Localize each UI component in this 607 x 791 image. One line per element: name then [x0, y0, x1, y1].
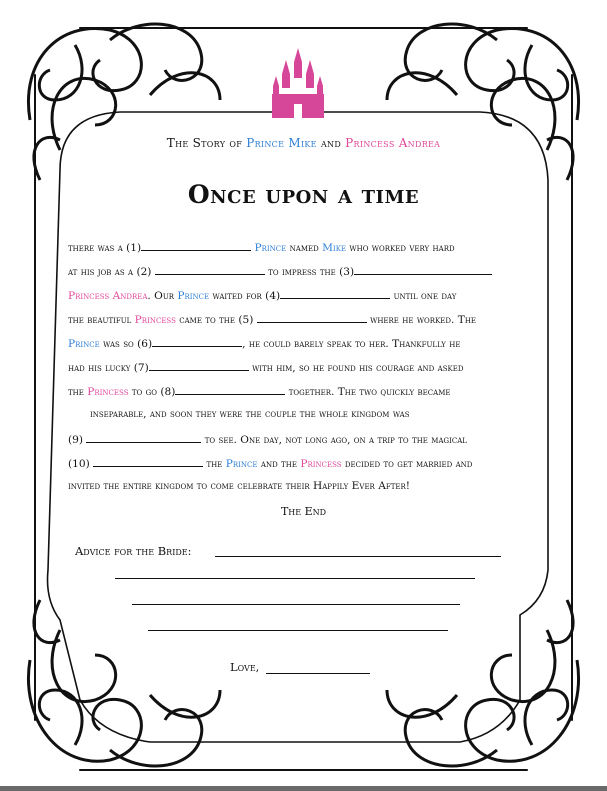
story-text: waited for (4) [209, 290, 281, 302]
blank-1[interactable] [141, 240, 251, 251]
blank-10[interactable] [93, 456, 203, 467]
story-subtitle [0, 136, 607, 150]
advice-label: Advice for the Bride: [75, 544, 192, 558]
story-line-5 [68, 336, 460, 350]
story-text: until one day [393, 290, 457, 302]
story-text: and the [257, 458, 301, 470]
blank-2[interactable] [155, 264, 265, 275]
blank-7[interactable] [149, 360, 249, 371]
subtitle-middle: and [316, 136, 346, 150]
advice-line-1[interactable] [215, 556, 501, 557]
blank-8[interactable] [175, 384, 285, 395]
story-text: . Our [147, 290, 178, 302]
story-line-1 [68, 240, 455, 254]
story-text: decided to get married and [341, 458, 473, 470]
story-line-6 [68, 360, 463, 374]
story-line-9 [68, 432, 467, 446]
prince-word: Prince [225, 458, 258, 470]
advice-line-3[interactable] [132, 604, 460, 605]
story-text: came to the (5) [175, 314, 254, 326]
blank-6[interactable] [152, 336, 242, 347]
story-text: the beautiful [68, 314, 135, 326]
bottom-edge-bar [0, 786, 607, 791]
story-text: to go (8) [128, 386, 176, 398]
story-text: the [68, 386, 88, 398]
love-label: Love, [230, 660, 260, 674]
subtitle-prefix: The Story of [166, 136, 247, 150]
story-text: , he could barely speak to her. Thankfully he [242, 338, 461, 350]
prince-name: Mike [322, 242, 347, 254]
princess-word: Princess [87, 386, 129, 398]
advice-line-4[interactable] [148, 630, 448, 631]
story-line-7 [68, 384, 450, 398]
story-text: together. The two quickly became [288, 386, 451, 398]
prince-word: Prince [68, 338, 100, 350]
blank-4[interactable] [280, 288, 390, 299]
blank-9[interactable] [86, 432, 201, 443]
castle-icon [268, 48, 328, 120]
blank-5[interactable] [257, 312, 367, 323]
prince-word: Prince [177, 290, 210, 302]
story-text: (10) [68, 458, 90, 470]
blank-3[interactable] [354, 264, 492, 275]
story-line-10 [68, 456, 472, 470]
princess-name: Princess Andrea [68, 290, 148, 302]
story-text: there was a (1) [68, 242, 142, 254]
story-text: was so (6) [99, 338, 153, 350]
story-line-11 [68, 480, 410, 492]
story-text: had his lucky (7) [68, 362, 149, 374]
story-text: invited the entire kingdom to come celebrate their Happily Ever After! [68, 480, 411, 492]
story-line-8 [90, 408, 410, 420]
story-line-2 [68, 264, 492, 278]
story-text: with him, so he found his courage and asked [252, 362, 464, 374]
story-text: (9) [68, 434, 84, 446]
story-text: to see. One day, not long ago, on a trip to the magical [204, 434, 467, 446]
story-line-4 [68, 312, 476, 326]
story-text: the [206, 458, 226, 470]
the-end-text: The End [280, 505, 327, 518]
story-text: where he worked. The [370, 314, 477, 326]
advice-line-2[interactable] [115, 578, 475, 579]
story-line-3 [68, 288, 456, 302]
story-text: named [286, 242, 323, 254]
story-text: at his job as a (2) [68, 266, 152, 278]
subtitle-prince: Prince Mike [246, 136, 317, 150]
prince-word: Prince [254, 242, 287, 254]
princess-word: Princess [300, 458, 342, 470]
signature-line[interactable] [266, 673, 370, 674]
story-text: inseparable, and soon they were the couple the whole kingdom was [90, 408, 410, 420]
subtitle-princess: Princess Andrea [345, 136, 441, 150]
page-title: Once upon a time [187, 180, 420, 209]
story-text: who worked very hard [346, 242, 455, 254]
princess-word: Princess [134, 314, 176, 326]
story-text: to impress the (3) [268, 266, 355, 278]
